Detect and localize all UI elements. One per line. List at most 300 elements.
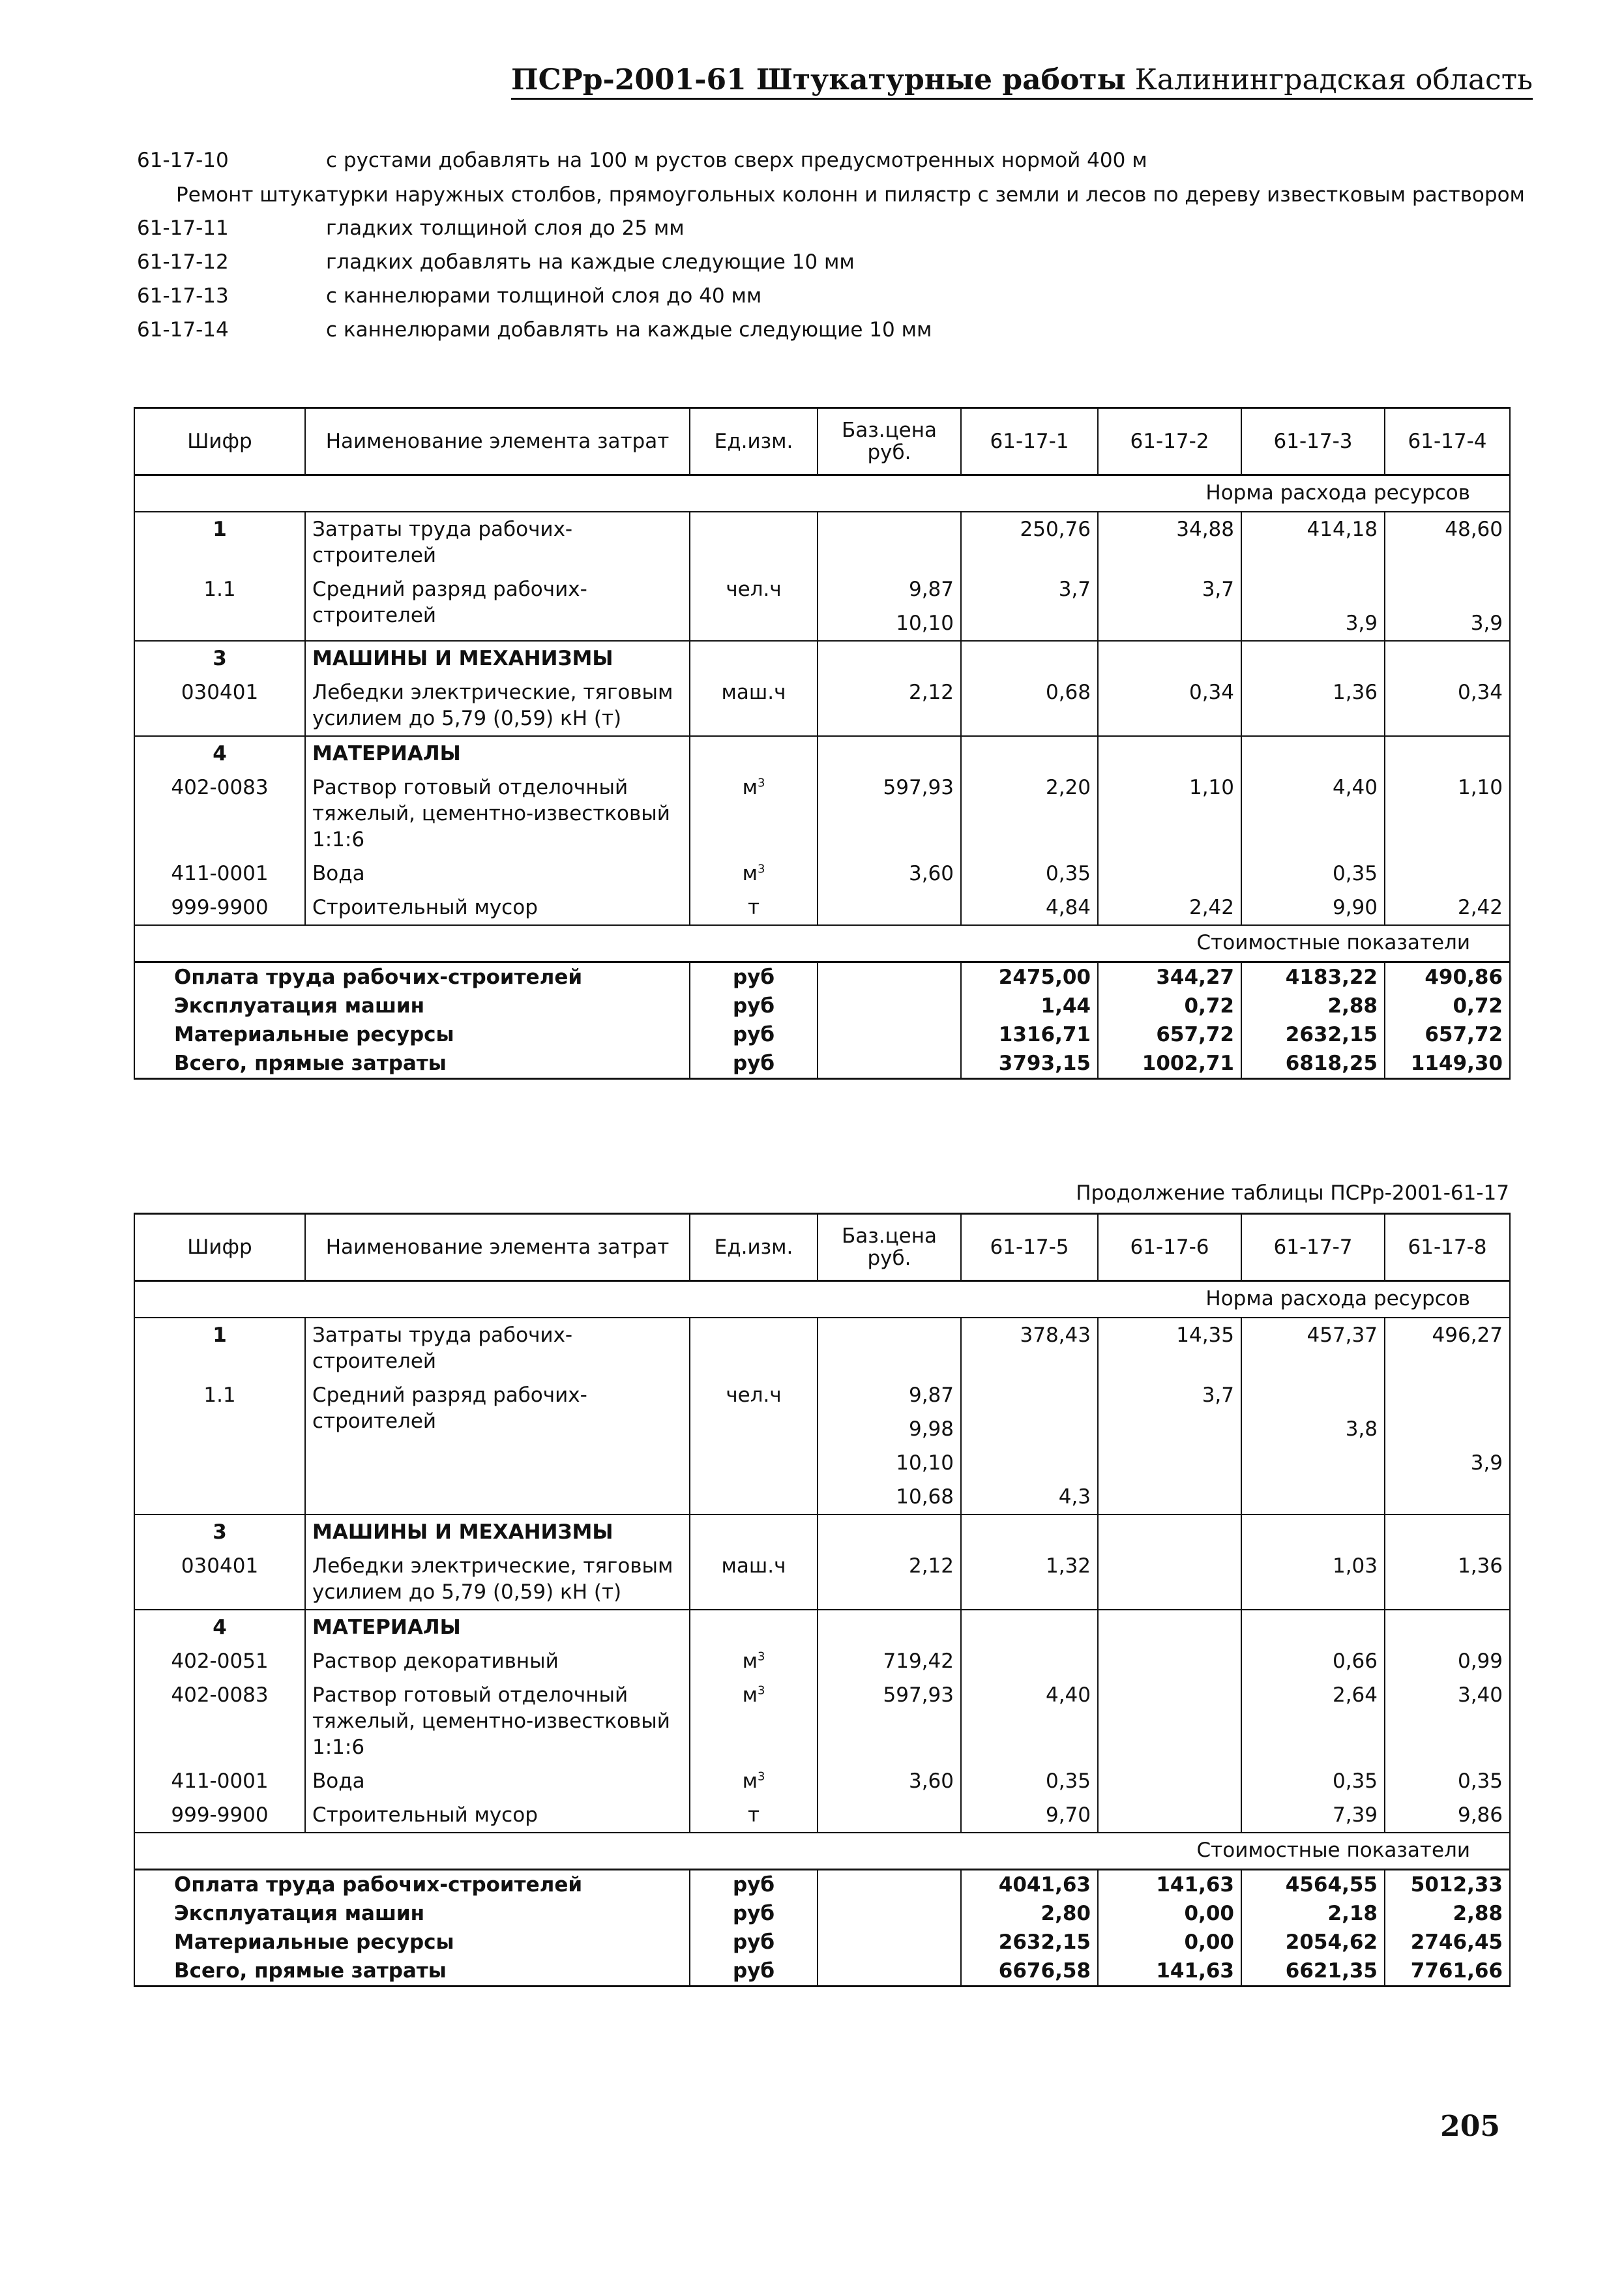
empty-cell: [1385, 641, 1510, 675]
empty-cell: [1098, 1610, 1241, 1644]
value-cell: 0,68: [961, 675, 1098, 736]
row-code: 411-0001: [134, 857, 305, 891]
column-header-norm-code: 61-17-5: [961, 1214, 1098, 1281]
caption-cost: Стоимостные показатели: [134, 925, 1510, 962]
unit-text: м: [742, 862, 758, 885]
value-cell: 3793,15: [961, 1049, 1098, 1079]
caption-row: [134, 475, 1510, 512]
empty-cell: [1098, 1515, 1241, 1549]
empty-cell: [1385, 1515, 1510, 1549]
price-cell: 3,60: [818, 857, 961, 891]
empty-cell: [690, 736, 818, 771]
material-row: [134, 1644, 1510, 1678]
unit-cell: руб: [690, 1928, 818, 1957]
price-cell: [818, 1318, 961, 1378]
row-name: Затраты труда рабочих-строителей: [305, 1318, 690, 1378]
material-row: [134, 1764, 1510, 1798]
value-cell: [1098, 857, 1241, 891]
price-cell: [818, 1049, 961, 1079]
price-cell: [818, 1957, 961, 1987]
cost-label: Материальные ресурсы: [134, 1020, 690, 1049]
cost-row: [134, 1928, 1510, 1957]
value-cell: 378,43: [961, 1318, 1098, 1378]
column-header-norm-code: 61-17-8: [1385, 1214, 1510, 1281]
value-cell: 3,8: [1241, 1412, 1385, 1446]
value-cell: 0,99: [1385, 1644, 1510, 1678]
unit-text: м: [742, 1683, 758, 1707]
row-name: Вода: [305, 1764, 690, 1798]
code-line: [137, 245, 1539, 279]
value-cell: 0,35: [1385, 1764, 1510, 1798]
unit-cell: руб: [690, 992, 818, 1020]
norm-code: 61-17-11: [137, 216, 229, 240]
cost-row: [134, 1899, 1510, 1928]
unit-superscript: 3: [757, 1769, 765, 1784]
column-header-shifr: Шифр: [134, 1214, 305, 1281]
row-code: 999-9900: [134, 891, 305, 925]
column-header-name: Наименование элемента затрат: [305, 1214, 690, 1281]
value-cell: 6621,35: [1241, 1957, 1385, 1987]
value-cell: [1098, 1446, 1241, 1480]
section-title: МАШИНЫ И МЕХАНИЗМЫ: [305, 1515, 690, 1549]
value-cell: 457,37: [1241, 1318, 1385, 1378]
value-cell: [1098, 1644, 1241, 1678]
value-cell: 1,10: [1385, 771, 1510, 857]
page-header: [511, 63, 1533, 100]
labor-row: [134, 512, 1510, 572]
empty-cell: [1241, 736, 1385, 771]
cost-label: Всего, прямые затраты: [134, 1957, 690, 1987]
value-cell: 1,10: [1098, 771, 1241, 857]
value-cell: 3,9: [1385, 606, 1510, 641]
norm-code: 61-17-12: [137, 250, 229, 274]
row-code: 1: [134, 512, 305, 572]
unit-cell: [690, 891, 818, 925]
norm-description: гладких добавлять на каждые следующие 10 мм: [326, 250, 855, 274]
section-row: [134, 1515, 1510, 1549]
table-header-row: [134, 408, 1510, 475]
value-cell: 6818,25: [1241, 1049, 1385, 1079]
cost-label: Эксплуатация машин: [134, 1899, 690, 1928]
row-name: Раствор готовый отделочный тяжелый, цементно-известковый 1:1:6: [305, 771, 690, 857]
column-header-norm-code: 61-17-2: [1098, 408, 1241, 475]
empty-cell: [690, 1515, 818, 1549]
column-header-price: [818, 1214, 961, 1281]
value-cell: [1385, 572, 1510, 606]
unit-cell: руб: [690, 962, 818, 992]
caption-row: [134, 1833, 1510, 1870]
material-row: [134, 1798, 1510, 1833]
row-name: Средний разряд рабочих-строителей: [305, 572, 690, 641]
value-cell: 4564,55: [1241, 1870, 1385, 1900]
value-cell: 1002,71: [1098, 1049, 1241, 1079]
price-cell: 2,12: [818, 1549, 961, 1610]
row-name: Лебедки электрические, тяговым усилием до 5,79 (0,59) кН (т): [305, 1549, 690, 1610]
value-cell: 2,80: [961, 1899, 1098, 1928]
price-cell: 9,98: [818, 1412, 961, 1446]
value-cell: 14,35: [1098, 1318, 1241, 1378]
unit-superscript: 3: [757, 776, 765, 790]
value-cell: 2054,62: [1241, 1928, 1385, 1957]
value-cell: 7,39: [1241, 1798, 1385, 1833]
row-code: 1.1: [134, 1378, 305, 1515]
value-cell: [1385, 1378, 1510, 1412]
caption-cost: Стоимостные показатели: [134, 1833, 1510, 1870]
empty-cell: [961, 1610, 1098, 1644]
row-code: 030401: [134, 675, 305, 736]
row-name: Строительный мусор: [305, 891, 690, 925]
norm-description: с рустами добавлять на 100 м рустов сверх предусмотренных нормой 400 м: [326, 149, 1147, 172]
section-row: [134, 1610, 1510, 1644]
empty-cell: [1385, 1610, 1510, 1644]
cost-row: [134, 1020, 1510, 1049]
value-cell: 0,35: [961, 1764, 1098, 1798]
cost-row: [134, 1957, 1510, 1987]
value-cell: 9,70: [961, 1798, 1098, 1833]
unit-superscript: 3: [757, 1683, 765, 1698]
value-cell: 4041,63: [961, 1870, 1098, 1900]
empty-cell: [1385, 736, 1510, 771]
price-cell: 10,10: [818, 1446, 961, 1480]
empty-cell: [818, 1515, 961, 1549]
header-region: Калининградская область: [1134, 63, 1533, 96]
section-row: [134, 641, 1510, 675]
empty-cell: [1098, 736, 1241, 771]
value-cell: 1149,30: [1385, 1049, 1510, 1079]
value-cell: 0,35: [1241, 857, 1385, 891]
unit-cell: маш.ч: [690, 1549, 818, 1610]
price-cell: [818, 992, 961, 1020]
empty-cell: [818, 641, 961, 675]
value-cell: [1098, 1764, 1241, 1798]
unit-cell: руб: [690, 1049, 818, 1079]
value-cell: 2,42: [1098, 891, 1241, 925]
value-cell: [1241, 1480, 1385, 1515]
value-cell: 2,18: [1241, 1899, 1385, 1928]
price-header-line2: руб.: [867, 441, 911, 464]
norm-code: 61-17-10: [137, 149, 229, 172]
value-cell: 2,42: [1385, 891, 1510, 925]
value-cell: [1385, 1412, 1510, 1446]
column-header-unit: Ед.изм.: [690, 408, 818, 475]
value-cell: 6676,58: [961, 1957, 1098, 1987]
value-cell: 0,66: [1241, 1644, 1385, 1678]
row-code: 030401: [134, 1549, 305, 1610]
price-cell: [818, 891, 961, 925]
value-cell: 3,9: [1385, 1446, 1510, 1480]
value-cell: 1316,71: [961, 1020, 1098, 1049]
empty-cell: [961, 736, 1098, 771]
value-cell: [961, 606, 1098, 641]
unit-cell: чел.ч: [690, 1378, 818, 1515]
price-cell: [818, 1870, 961, 1900]
value-cell: [1241, 1378, 1385, 1412]
group-description: Ремонт штукатурки наружных столбов, прямоугольных колонн и пилястр с земли и лесов по дереву известковым раствором: [176, 183, 1525, 207]
empty-cell: [818, 736, 961, 771]
price-cell: 10,10: [818, 606, 961, 641]
unit-superscript: 3: [757, 1649, 765, 1664]
unit-cell: [690, 1644, 818, 1678]
cost-label: Оплата труда рабочих-строителей: [134, 1870, 690, 1900]
resource-table-2: [134, 1213, 1511, 1987]
value-cell: [1098, 606, 1241, 641]
norm-code: 61-17-14: [137, 318, 229, 342]
value-cell: 4,3: [961, 1480, 1098, 1515]
header-title: ПСРр-2001-61 Штукатурные работы: [511, 63, 1126, 96]
code-line: [137, 211, 1539, 245]
norm-description: с каннелюрами добавлять на каждые следующие 10 мм: [326, 318, 932, 342]
empty-cell: [1241, 1610, 1385, 1644]
column-header-norm-code: 61-17-3: [1241, 408, 1385, 475]
caption-row: [134, 925, 1510, 962]
value-cell: 141,63: [1098, 1870, 1241, 1900]
empty-cell: [690, 1610, 818, 1644]
price-cell: 9,87: [818, 1378, 961, 1412]
price-cell: [818, 1899, 961, 1928]
row-name: Раствор готовый отделочный тяжелый, цементно-известковый 1:1:6: [305, 1678, 690, 1764]
value-cell: 4,84: [961, 891, 1098, 925]
cost-row: [134, 992, 1510, 1020]
value-cell: 1,36: [1385, 1549, 1510, 1610]
resource-table-1: [134, 407, 1511, 1080]
empty-cell: [961, 641, 1098, 675]
value-cell: 3,40: [1385, 1678, 1510, 1764]
column-header-norm-code: 61-17-7: [1241, 1214, 1385, 1281]
unit-cell: руб: [690, 1957, 818, 1987]
cost-label: Эксплуатация машин: [134, 992, 690, 1020]
column-header-norm-code: 61-17-4: [1385, 408, 1510, 475]
value-cell: 2632,15: [961, 1928, 1098, 1957]
unit-text: т: [747, 896, 760, 919]
value-cell: [1098, 1678, 1241, 1764]
cost-label: Оплата труда рабочих-строителей: [134, 962, 690, 992]
rank-row: [134, 572, 1510, 606]
section-title: МАТЕРИАЛЫ: [305, 1610, 690, 1644]
value-cell: 2746,45: [1385, 1928, 1510, 1957]
material-row: [134, 857, 1510, 891]
section-row: [134, 736, 1510, 771]
row-code: 1.1: [134, 572, 305, 641]
value-cell: 490,86: [1385, 962, 1510, 992]
unit-superscript: 3: [757, 862, 765, 876]
unit-cell: чел.ч: [690, 572, 818, 641]
cost-label: Материальные ресурсы: [134, 1928, 690, 1957]
value-cell: 344,27: [1098, 962, 1241, 992]
value-cell: 657,72: [1385, 1020, 1510, 1049]
value-cell: 9,86: [1385, 1798, 1510, 1833]
value-cell: [961, 1644, 1098, 1678]
table-header-row: [134, 1214, 1510, 1281]
machine-row: [134, 1549, 1510, 1610]
column-header-shifr: Шифр: [134, 408, 305, 475]
section-code: 4: [134, 1610, 305, 1644]
row-name: Строительный мусор: [305, 1798, 690, 1833]
row-name: Затраты труда рабочих-строителей: [305, 512, 690, 572]
row-name: Средний разряд рабочих-строителей: [305, 1378, 690, 1515]
material-row: [134, 1678, 1510, 1764]
unit-text: м: [742, 1769, 758, 1793]
value-cell: 1,44: [961, 992, 1098, 1020]
unit-cell: [690, 771, 818, 857]
value-cell: 496,27: [1385, 1318, 1510, 1378]
row-name: Раствор декоративный: [305, 1644, 690, 1678]
price-cell: 597,93: [818, 771, 961, 857]
price-cell: [818, 1798, 961, 1833]
labor-row: [134, 1318, 1510, 1378]
value-cell: 0,00: [1098, 1928, 1241, 1957]
value-cell: 4,40: [961, 1678, 1098, 1764]
column-header-norm-code: 61-17-6: [1098, 1214, 1241, 1281]
value-cell: 141,63: [1098, 1957, 1241, 1987]
unit-text: м: [742, 776, 758, 799]
value-cell: [1241, 1446, 1385, 1480]
norm-description: с каннелюрами толщиной слоя до 40 мм: [326, 284, 762, 308]
empty-cell: [818, 1610, 961, 1644]
row-code: 411-0001: [134, 1764, 305, 1798]
unit-cell: руб: [690, 1899, 818, 1928]
value-cell: 1,32: [961, 1549, 1098, 1610]
value-cell: 1,03: [1241, 1549, 1385, 1610]
unit-cell: [690, 512, 818, 572]
row-name: Вода: [305, 857, 690, 891]
value-cell: 2,88: [1385, 1899, 1510, 1928]
unit-cell: [690, 1318, 818, 1378]
value-cell: 3,7: [961, 572, 1098, 606]
value-cell: 3,9: [1241, 606, 1385, 641]
value-cell: 657,72: [1098, 1020, 1241, 1049]
caption-row: [134, 1281, 1510, 1318]
norm-description: гладких толщиной слоя до 25 мм: [326, 216, 685, 240]
value-cell: [1098, 1798, 1241, 1833]
norm-code: 61-17-13: [137, 284, 229, 308]
material-row: [134, 891, 1510, 925]
price-cell: 10,68: [818, 1480, 961, 1515]
price-cell: 597,93: [818, 1678, 961, 1764]
unit-text: т: [747, 1803, 760, 1827]
cost-label: Всего, прямые затраты: [134, 1049, 690, 1079]
value-cell: 3,7: [1098, 572, 1241, 606]
unit-text: м: [742, 1649, 758, 1673]
unit-cell: [690, 857, 818, 891]
unit-cell: руб: [690, 1020, 818, 1049]
value-cell: 2,64: [1241, 1678, 1385, 1764]
column-header-unit: Ед.изм.: [690, 1214, 818, 1281]
value-cell: 0,72: [1385, 992, 1510, 1020]
value-cell: 3,7: [1098, 1378, 1241, 1412]
value-cell: 250,76: [961, 512, 1098, 572]
empty-cell: [961, 1515, 1098, 1549]
value-cell: 2475,00: [961, 962, 1098, 992]
unit-cell: [690, 1764, 818, 1798]
value-cell: 4183,22: [1241, 962, 1385, 992]
value-cell: 48,60: [1385, 512, 1510, 572]
section-title: МАТЕРИАЛЫ: [305, 736, 690, 771]
value-cell: 414,18: [1241, 512, 1385, 572]
value-cell: [1241, 572, 1385, 606]
value-cell: [1385, 857, 1510, 891]
norm-codes-list: [137, 143, 1539, 347]
column-header-name: Наименование элемента затрат: [305, 408, 690, 475]
price-header-line1: Баз.цена: [841, 419, 937, 442]
row-name: Лебедки электрические, тяговым усилием до 5,79 (0,59) кН (т): [305, 675, 690, 736]
rank-row: [134, 1378, 1510, 1412]
value-cell: 34,88: [1098, 512, 1241, 572]
unit-cell: [690, 1678, 818, 1764]
value-cell: 0,00: [1098, 1899, 1241, 1928]
price-cell: 2,12: [818, 675, 961, 736]
value-cell: [1385, 1480, 1510, 1515]
price-header-line1: Баз.цена: [841, 1224, 937, 1248]
empty-cell: [1241, 641, 1385, 675]
row-code: 402-0051: [134, 1644, 305, 1678]
code-line: [137, 279, 1539, 313]
value-cell: 0,35: [961, 857, 1098, 891]
section-title: МАШИНЫ И МЕХАНИЗМЫ: [305, 641, 690, 675]
price-cell: [818, 1020, 961, 1049]
price-cell: [818, 962, 961, 992]
code-line: [137, 313, 1539, 347]
value-cell: [1098, 1412, 1241, 1446]
unit-cell: [690, 1798, 818, 1833]
price-cell: 9,87: [818, 572, 961, 606]
value-cell: 9,90: [1241, 891, 1385, 925]
page-number: 205: [1440, 2110, 1500, 2143]
section-code: 3: [134, 1515, 305, 1549]
empty-cell: [1098, 641, 1241, 675]
value-cell: 0,34: [1098, 675, 1241, 736]
row-code: 402-0083: [134, 1678, 305, 1764]
row-code: 1: [134, 1318, 305, 1378]
value-cell: 5012,33: [1385, 1870, 1510, 1900]
section-code: 4: [134, 736, 305, 771]
price-cell: 3,60: [818, 1764, 961, 1798]
caption-norm: Норма расхода ресурсов: [134, 1281, 1510, 1318]
value-cell: [961, 1446, 1098, 1480]
price-cell: [818, 512, 961, 572]
value-cell: [961, 1412, 1098, 1446]
value-cell: [1098, 1549, 1241, 1610]
unit-cell: руб: [690, 1870, 818, 1900]
continuation-note: Продолжение таблицы ПСРр-2001-61-17: [1076, 1181, 1509, 1205]
caption-norm: Норма расхода ресурсов: [134, 475, 1510, 512]
cost-row: [134, 1870, 1510, 1900]
row-code: 999-9900: [134, 1798, 305, 1833]
value-cell: 2,20: [961, 771, 1098, 857]
empty-cell: [690, 641, 818, 675]
column-header-norm-code: 61-17-1: [961, 408, 1098, 475]
value-cell: 2,88: [1241, 992, 1385, 1020]
material-row: [134, 771, 1510, 857]
price-header-line2: руб.: [867, 1247, 911, 1270]
empty-cell: [1241, 1515, 1385, 1549]
value-cell: 0,72: [1098, 992, 1241, 1020]
cost-row: [134, 962, 1510, 992]
machine-row: [134, 675, 1510, 736]
value-cell: [961, 1378, 1098, 1412]
price-cell: [818, 1928, 961, 1957]
value-cell: 2632,15: [1241, 1020, 1385, 1049]
unit-cell: маш.ч: [690, 675, 818, 736]
value-cell: 4,40: [1241, 771, 1385, 857]
row-code: 402-0083: [134, 771, 305, 857]
section-code: 3: [134, 641, 305, 675]
column-header-price: [818, 408, 961, 475]
cost-row: [134, 1049, 1510, 1079]
value-cell: 0,34: [1385, 675, 1510, 736]
code-line: [137, 143, 1539, 177]
value-cell: [1098, 1480, 1241, 1515]
value-cell: 0,35: [1241, 1764, 1385, 1798]
